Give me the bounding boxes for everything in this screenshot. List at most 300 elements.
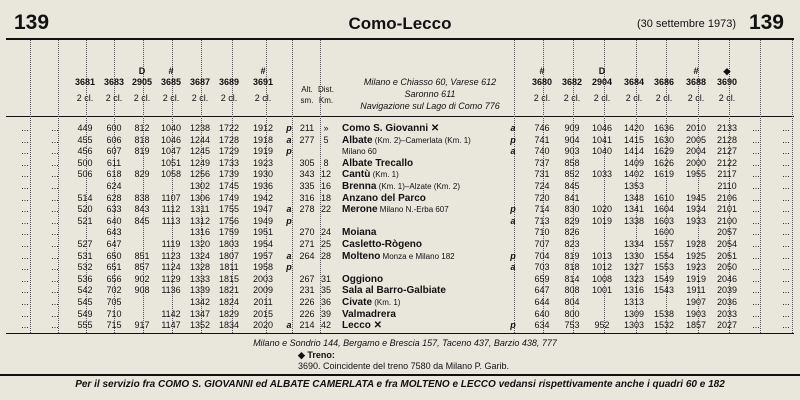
departure-time: 731 — [534, 169, 550, 180]
departure-time: 1312 — [189, 215, 211, 226]
distance: 22 — [320, 204, 331, 215]
train-number: 3683 — [103, 77, 125, 87]
train-number: 3691 — [252, 77, 274, 87]
departure-time: 740 — [534, 146, 550, 157]
empty-column-dots: ... — [21, 285, 29, 296]
station-name: Brenna — [342, 181, 377, 192]
empty-column-dots: ... — [782, 181, 790, 191]
departure-time: 1119 — [161, 239, 181, 249]
departure-time: 2015 — [252, 308, 274, 319]
arr-dep-mark-right: a — [510, 262, 516, 273]
train-class: 2 cl. — [718, 93, 736, 103]
train-class: 2 cl. — [162, 93, 180, 103]
departure-time: 2011 — [253, 297, 273, 307]
distance: 8 — [323, 157, 329, 168]
distance: 24 — [320, 227, 331, 238]
departure-time: 830 — [564, 204, 580, 215]
departure-time: 908 — [134, 285, 150, 296]
departure-time: 904 — [564, 134, 580, 145]
right-train-header — [709, 66, 745, 104]
departure-time: 1600 — [653, 227, 675, 238]
departure-time: 1745 — [218, 181, 240, 191]
departure-time: 514 — [77, 192, 93, 203]
departure-time: 814 — [564, 273, 580, 284]
empty-column-dots: ... — [51, 204, 59, 215]
departure-time: 2100 — [716, 215, 738, 226]
departure-time: 1936 — [252, 181, 274, 191]
departure-time: 1320 — [189, 239, 211, 249]
departure-time: 1919 — [685, 273, 707, 284]
departure-time: 628 — [106, 192, 122, 203]
departure-time: 1330 — [623, 250, 645, 261]
departure-time: 852 — [564, 169, 580, 180]
arr-dep-mark-left: p — [286, 262, 292, 273]
departure-time: 1303 — [623, 320, 645, 331]
departure-time: 1815 — [218, 273, 240, 284]
departure-time: 1328 — [189, 262, 211, 273]
departure-time: 1047 — [160, 146, 182, 157]
departure-time: 449 — [77, 123, 93, 133]
departure-time: 800 — [564, 308, 580, 319]
altitude: 277 — [299, 134, 315, 145]
departure-time: 1923 — [252, 157, 274, 168]
departure-time: 1107 — [161, 192, 181, 203]
empty-column-dots: ... — [782, 250, 790, 261]
departure-time: 702 — [106, 285, 122, 296]
left-train-header — [211, 66, 247, 104]
station-name: Merone — [342, 204, 378, 216]
empty-column-dots: ... — [752, 215, 760, 226]
empty-column-dots: ... — [752, 285, 760, 296]
departure-time: 2020 — [252, 320, 274, 331]
empty-column-dots: ... — [782, 297, 790, 307]
departure-time: 1001 — [591, 285, 613, 296]
station-row — [342, 239, 507, 250]
altitude: 316 — [299, 192, 315, 203]
departure-time: 2133 — [716, 123, 738, 133]
departure-time: 1543 — [653, 285, 675, 296]
route-info-line3: Navigazione sul Lago di Como 776 — [360, 101, 500, 111]
station-row — [342, 181, 507, 192]
departure-time: 1046 — [591, 123, 613, 133]
departure-time: 1554 — [653, 250, 675, 261]
altitude: 231 — [299, 285, 315, 296]
station-name: Civate — [342, 297, 373, 308]
departure-time: 1113 — [161, 215, 181, 226]
bottom-notice: Per il servizio fra COMO S. GIOVANNI ed ALBATE CAMERLATA e fra MOLTENO e LECCO vedansi rispettivamente anche i quadri 60 e 182 — [75, 379, 725, 390]
departure-time: 633 — [106, 204, 122, 215]
departure-time: 1040 — [160, 123, 182, 133]
departure-time: 1954 — [252, 239, 274, 249]
empty-column-dots: ... — [51, 297, 59, 307]
departure-time: 2057 — [716, 227, 738, 238]
departure-time: 710 — [534, 227, 550, 238]
departure-time: 1342 — [189, 297, 211, 307]
departure-time: 1821 — [218, 285, 240, 296]
departure-time: 1603 — [653, 215, 675, 226]
departure-time: 826 — [564, 227, 580, 238]
departure-time: 1338 — [623, 215, 645, 226]
empty-column-dots: ... — [752, 123, 760, 133]
departure-time: 2051 — [716, 250, 738, 261]
departure-time: 1409 — [623, 157, 645, 168]
empty-column-dots: ... — [21, 215, 29, 226]
station-name: Anzano del Parco — [342, 192, 426, 204]
empty-column-dots: ... — [21, 320, 29, 331]
departure-time: 818 — [564, 262, 580, 273]
departure-time: 1244 — [189, 134, 211, 145]
departure-time: 1327 — [623, 262, 645, 273]
departure-time: 624 — [106, 181, 122, 191]
station-name: Moiana — [342, 227, 377, 239]
departure-time: 703 — [534, 262, 550, 273]
empty-column-dots: ... — [752, 134, 760, 145]
empty-column-dots: ... — [752, 181, 760, 191]
table-number-right: 139 — [748, 11, 784, 34]
departure-time: 643 — [106, 227, 122, 238]
departure-time: 1604 — [653, 204, 675, 215]
station-note: (Km. 1)–Alzate (Km. 2) — [376, 182, 461, 191]
departure-time: 634 — [534, 320, 550, 331]
empty-column-dots: ... — [21, 227, 29, 238]
departure-time: 640 — [534, 308, 550, 319]
distance: 25 — [320, 239, 331, 249]
station-note: (Km. 1) — [372, 298, 401, 307]
train-number: 3690 — [716, 77, 738, 87]
connections-note: Milano e Sondrio 144, Bergamo e Brescia 157, Taceno 437, Barzio 438, 777 — [253, 338, 557, 348]
departure-time: 1333 — [189, 273, 211, 284]
departure-time: 1923 — [685, 262, 707, 273]
departure-time: 903 — [564, 146, 580, 157]
departure-time: 845 — [564, 181, 580, 191]
empty-column-dots: ... — [782, 262, 790, 273]
empty-column-dots: ... — [21, 146, 29, 157]
departure-time: 1415 — [623, 134, 645, 145]
column-header-rule — [6, 116, 794, 117]
departure-time: 1008 — [591, 273, 613, 284]
departure-time: 1749 — [218, 192, 240, 203]
arr-dep-mark-left: p — [286, 215, 292, 226]
altitude: 270 — [299, 227, 315, 238]
altitude: 271 — [299, 239, 315, 249]
arr-dep-mark-left: p — [286, 123, 292, 133]
departure-time: 1629 — [653, 146, 675, 157]
departure-time: 838 — [134, 192, 150, 203]
departure-time: 857 — [134, 262, 150, 273]
distance: 12 — [320, 169, 331, 180]
departure-time: 1945 — [685, 192, 707, 203]
departure-time: 1013 — [591, 250, 613, 261]
train-class: 2 cl. — [191, 93, 209, 103]
departure-time: 2128 — [716, 134, 738, 145]
train-mark: # — [260, 66, 266, 76]
departure-time: 2004 — [685, 146, 707, 157]
empty-column-dots: ... — [752, 204, 760, 215]
table-number-left: 139 — [14, 11, 50, 34]
station-note: (Km. 2)–Camerlata (Km. 1) — [372, 135, 471, 145]
dist-header: Dist. Km. — [318, 85, 334, 105]
train-class: 2 cl. — [625, 93, 643, 103]
departure-time: 1347 — [189, 308, 211, 319]
departure-time: 1807 — [218, 250, 240, 261]
departure-time: 1532 — [653, 320, 675, 331]
departure-time: 2027 — [716, 320, 738, 331]
departure-time: 2101 — [716, 204, 738, 215]
departure-time: 1824 — [218, 297, 240, 307]
empty-column-dots: ... — [782, 285, 790, 296]
departure-time: 1249 — [189, 157, 211, 168]
departure-time: 819 — [564, 250, 580, 261]
train-class: 2 cl. — [563, 93, 581, 103]
departure-time: 1733 — [218, 157, 240, 168]
empty-column-dots: ... — [51, 227, 59, 238]
empty-column-dots: ... — [782, 215, 790, 226]
train-mark: # — [693, 66, 699, 76]
altitude: 267 — [299, 273, 315, 284]
empty-column-dots: ... — [21, 192, 29, 203]
train-mark: # — [168, 66, 174, 76]
station-row — [342, 204, 507, 215]
column-divider — [292, 40, 293, 333]
station-row — [342, 123, 507, 134]
departure-time: 1302 — [189, 181, 211, 191]
departure-time: 952 — [594, 320, 610, 331]
departure-time: 704 — [534, 250, 550, 261]
station-name: Albate — [342, 134, 373, 146]
departure-time: 2054 — [716, 239, 738, 249]
empty-column-dots: ... — [752, 157, 760, 168]
departure-time: 1907 — [685, 297, 707, 307]
departure-time: 1903 — [685, 308, 707, 319]
altitude: 264 — [299, 250, 315, 261]
departure-time: 1722 — [218, 123, 240, 133]
header-rule — [6, 38, 794, 40]
empty-column-dots: ... — [21, 250, 29, 261]
departure-time: 1739 — [218, 169, 240, 180]
departure-time: 520 — [77, 204, 93, 215]
departure-time: 600 — [106, 123, 122, 133]
departure-time: 858 — [564, 157, 580, 168]
departure-time: 1019 — [591, 215, 613, 226]
departure-time: 1930 — [252, 169, 274, 180]
empty-column-dots: ... — [782, 157, 790, 168]
departure-time: 2003 — [252, 273, 274, 284]
departure-time: 841 — [564, 192, 580, 203]
station-note: Monza e Milano 182 — [380, 251, 455, 261]
arr-dep-mark-right: a — [510, 215, 516, 226]
departure-time: 1955 — [685, 169, 707, 180]
departure-time: 1147 — [161, 320, 181, 331]
departure-time: 1557 — [653, 239, 675, 249]
train-number: 3682 — [561, 77, 583, 87]
station-row — [342, 274, 507, 285]
departure-time: 1553 — [653, 262, 675, 273]
departure-time: 607 — [106, 146, 122, 157]
altitude: 226 — [299, 297, 315, 307]
empty-column-dots: ... — [782, 204, 790, 215]
departure-time: 1256 — [189, 169, 211, 180]
distance: 42 — [320, 320, 331, 331]
empty-column-dots: ... — [752, 320, 760, 331]
departure-time: 1341 — [623, 204, 645, 215]
altitude: 278 — [299, 204, 315, 215]
departure-time: 1610 — [653, 192, 675, 203]
departure-time: 741 — [534, 134, 550, 145]
departure-time: 659 — [534, 273, 550, 284]
empty-column-dots: ... — [752, 169, 760, 180]
station-row — [342, 309, 507, 320]
empty-column-dots: ... — [21, 273, 29, 284]
departure-time: 845 — [134, 215, 150, 226]
departure-time: 506 — [77, 169, 93, 180]
departure-time: 1339 — [189, 285, 211, 296]
departure-time: 804 — [564, 297, 580, 307]
date-label: (30 settembre 1973) — [636, 18, 736, 30]
station-name: Casletto-Rògeno — [342, 239, 422, 250]
departure-time: 640 — [106, 215, 122, 226]
departure-time: 714 — [534, 204, 550, 215]
station-note: (Km. 1) — [370, 170, 399, 180]
arr-dep-mark-left: a — [286, 320, 292, 331]
train-number: 3684 — [623, 77, 645, 87]
empty-column-dots: ... — [752, 308, 760, 319]
empty-column-dots: ... — [51, 192, 59, 203]
station-name: Como S. Giovanni ✕ — [342, 123, 440, 134]
arr-dep-mark-left: a — [286, 204, 292, 215]
departure-time: 532 — [77, 262, 93, 273]
departure-time: 1811 — [219, 262, 239, 273]
departure-time: 1728 — [218, 134, 240, 145]
departure-time: 1051 — [160, 157, 182, 168]
empty-column-dots: ... — [51, 239, 59, 249]
empty-column-dots: ... — [21, 181, 29, 191]
departure-time: 819 — [134, 146, 150, 157]
empty-column-dots: ... — [21, 157, 29, 168]
departure-time: 1933 — [685, 215, 707, 226]
departure-time: 753 — [564, 320, 580, 331]
footnote-marker: ◆ Treno: — [298, 350, 335, 360]
empty-column-dots: ... — [782, 239, 790, 249]
arr-dep-mark-right: p — [510, 320, 516, 331]
departure-time: 1755 — [218, 204, 240, 215]
departure-time: 902 — [134, 273, 150, 284]
altitude: 305 — [299, 157, 315, 168]
empty-column-dots: ... — [782, 169, 790, 180]
distance: 39 — [320, 308, 331, 319]
train-class: 2 cl. — [105, 93, 123, 103]
departure-time: 1951 — [252, 227, 274, 238]
station-row — [342, 285, 507, 296]
empty-column-dots: ... — [51, 169, 59, 180]
departure-time: 549 — [77, 308, 93, 319]
departure-time: 1626 — [653, 157, 675, 168]
departure-time: 707 — [534, 239, 550, 249]
empty-column-dots: ... — [21, 297, 29, 307]
distance: » — [323, 123, 329, 133]
departure-time: 1033 — [591, 169, 613, 180]
column-divider — [514, 40, 515, 333]
train-class: 2 cl. — [133, 93, 151, 103]
empty-column-dots: ... — [21, 308, 29, 319]
train-class: 2 cl. — [533, 93, 551, 103]
station-row — [342, 158, 507, 169]
empty-column-dots: ... — [51, 273, 59, 284]
empty-column-dots: ... — [51, 181, 59, 191]
empty-column-dots: ... — [51, 262, 59, 273]
departure-time: 1834 — [218, 320, 240, 331]
empty-column-dots: ... — [51, 320, 59, 331]
altitude: 343 — [299, 169, 315, 180]
train-class: 2 cl. — [687, 93, 705, 103]
empty-column-dots: ... — [21, 169, 29, 180]
departure-time: 1919 — [252, 146, 274, 157]
route-info-line1: Milano e Chiasso 60, Varese 612 — [363, 77, 497, 87]
empty-column-dots: ... — [51, 215, 59, 226]
departure-time: 1918 — [252, 134, 274, 145]
train-class: 2 cl. — [254, 93, 272, 103]
departure-time: 545 — [77, 297, 93, 307]
station-name: Albate Trecallo — [342, 157, 414, 169]
departure-time: 1309 — [623, 308, 645, 319]
departure-time: 650 — [106, 250, 122, 261]
empty-column-dots: ... — [21, 123, 29, 133]
departure-time: 746 — [534, 123, 550, 133]
departure-time: 647 — [106, 239, 122, 249]
distance: 18 — [320, 192, 331, 203]
departure-time: 555 — [77, 320, 93, 331]
departure-time: 644 — [534, 297, 550, 307]
departure-time: 1414 — [623, 146, 645, 157]
station-name: Sala al Barro-Galbiate — [342, 285, 446, 297]
train-number: 3688 — [685, 77, 707, 87]
right-train-header — [646, 66, 682, 104]
departure-time: 2117 — [717, 169, 737, 180]
departure-time: 527 — [77, 239, 93, 249]
departure-time: 1041 — [591, 134, 613, 145]
train-number: 3685 — [160, 77, 182, 87]
departure-time: 917 — [134, 320, 150, 331]
empty-column-dots: ... — [51, 250, 59, 261]
empty-column-dots: ... — [51, 146, 59, 157]
departure-time: 1925 — [685, 250, 707, 261]
empty-column-dots: ... — [782, 192, 790, 203]
departure-time: 1549 — [653, 273, 675, 284]
train-mark: D — [598, 66, 606, 76]
empty-column-dots: ... — [21, 239, 29, 249]
departure-time: 829 — [564, 215, 580, 226]
departure-time: 1538 — [653, 308, 675, 319]
departure-time: 2050 — [716, 262, 738, 273]
station-row — [342, 320, 507, 331]
empty-column-dots: ... — [782, 123, 790, 133]
departure-time: 715 — [106, 320, 122, 331]
empty-column-dots: ... — [752, 227, 760, 238]
departure-time: 1630 — [653, 134, 675, 145]
departure-time: 542 — [77, 285, 93, 296]
departure-time: 909 — [564, 123, 580, 133]
departure-time: 737 — [534, 157, 550, 168]
distance: 28 — [320, 250, 331, 261]
empty-column-dots: ... — [782, 146, 790, 157]
empty-column-dots: ... — [782, 227, 790, 238]
distance: 36 — [320, 297, 331, 307]
empty-column-dots: ... — [51, 308, 59, 319]
departure-time: 1313 — [623, 297, 645, 307]
altitude: 214 — [299, 320, 315, 331]
train-mark — [646, 66, 682, 77]
train-number: 3681 — [74, 77, 96, 87]
distance: 16 — [320, 181, 331, 191]
